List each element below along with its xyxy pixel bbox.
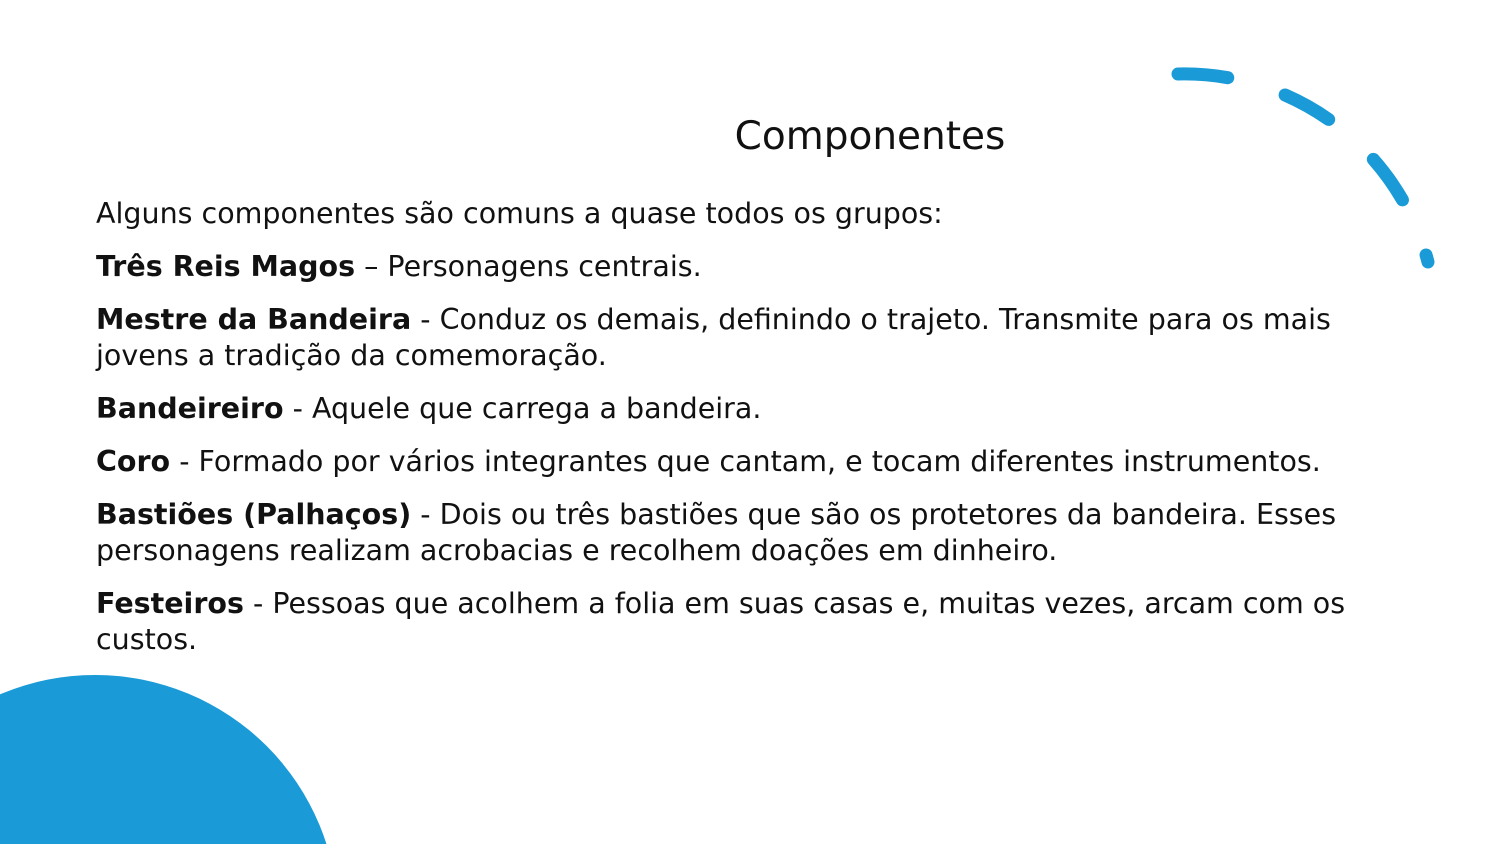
slide-body (96, 196, 1396, 675)
item-term: Festeiros (96, 587, 244, 620)
item-term: Bastiões (Palhaços) (96, 498, 412, 531)
list-item (96, 302, 1396, 374)
item-description: - Pessoas que acolhem a folia em suas casas e, muitas vezes, arcam com os custos. (96, 587, 1346, 656)
intro-text: Alguns componentes são comuns a quase todos os grupos: (96, 197, 943, 230)
corner-circle-decoration (0, 675, 338, 844)
item-description: - Formado por vários integrantes que cantam, e tocam diferentes instrumentos. (170, 445, 1321, 478)
list-item (96, 444, 1396, 480)
item-description: – Personagens centrais. (355, 250, 702, 283)
item-description: - Aquele que carrega a bandeira. (283, 392, 762, 425)
list-item (96, 391, 1396, 427)
item-term: Bandeireiro (96, 392, 284, 425)
item-term: Mestre da Bandeira (96, 303, 412, 336)
item-description: - Conduz os demais, definindo o trajeto. Transmite para os mais jovens a tradição da comemoração. (96, 303, 1331, 372)
list-item (96, 497, 1396, 569)
item-term: Três Reis Magos (96, 250, 356, 283)
item-description: - Dois ou três bastiões que são os protetores da bandeira. Esses personagens realizam acrobacias e recolhem doações em dinheiro. (96, 498, 1337, 567)
list-item (96, 586, 1396, 658)
slide-title: Componentes (734, 114, 1006, 159)
list-item (96, 249, 1396, 285)
item-term: Coro (96, 445, 171, 478)
